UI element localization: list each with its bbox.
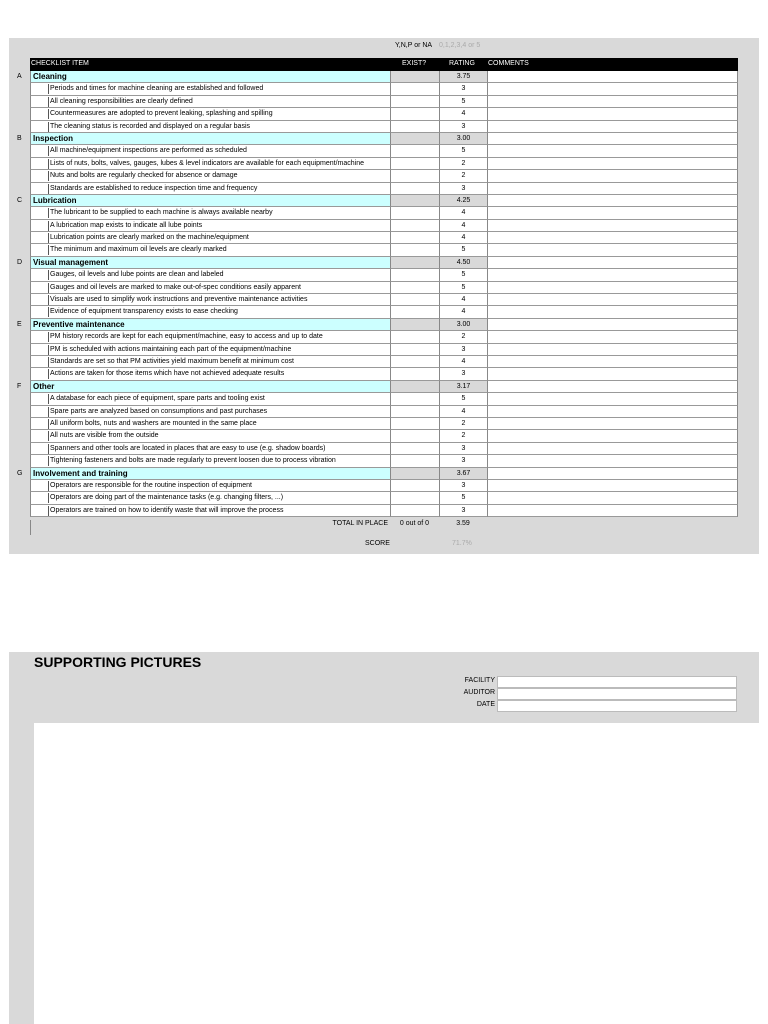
auditor-label: AUDITOR [463, 689, 495, 696]
item-cell [30, 145, 390, 157]
rating-cell[interactable]: 5 [439, 282, 487, 294]
exist-cell[interactable] [390, 282, 439, 294]
item-text: All nuts are visible from the outside [50, 432, 159, 440]
checklist-row [30, 331, 738, 343]
checklist-row [30, 145, 738, 157]
item-text: All machine/equipment inspections are performed as scheduled [50, 147, 247, 155]
comments-cell[interactable] [487, 158, 738, 170]
item-text: Tightening fasteners and bolts are made regularly to prevent loosen due to process vibration [50, 457, 336, 465]
checklist-row [30, 170, 738, 182]
exist-cell[interactable] [390, 83, 439, 95]
rating-cell[interactable]: 4 [439, 356, 487, 368]
total-rating: 3.59 [456, 520, 470, 528]
auditor-field[interactable] [497, 688, 737, 700]
section-title-cell [30, 71, 390, 83]
exist-cell[interactable] [390, 158, 439, 170]
section-title: Lubrication [33, 195, 77, 205]
rating-cell[interactable]: 3 [439, 183, 487, 195]
exist-cell[interactable] [390, 344, 439, 356]
rating-cell[interactable]: 4 [439, 306, 487, 318]
section-rating: 3.00 [439, 319, 487, 331]
item-cell [30, 443, 390, 455]
checklist-row [30, 121, 738, 133]
rating-cell[interactable]: 3 [439, 121, 487, 133]
section-rating: 3.75 [439, 71, 487, 83]
comments-cell[interactable] [487, 220, 738, 232]
section-rating: 3.67 [439, 468, 487, 480]
checklist-row [30, 183, 738, 195]
header-exist: EXIST? [402, 60, 427, 67]
comments-cell[interactable] [487, 269, 738, 281]
comments-cell[interactable] [487, 331, 738, 343]
section-title-cell [30, 319, 390, 331]
checklist-row [30, 207, 738, 219]
item-text: Standards are set so that PM activities yield maximum benefit at minimum cost [50, 357, 294, 365]
comments-cell[interactable] [487, 294, 738, 306]
section-exist-cell [390, 381, 439, 393]
section-title: Inspection [33, 133, 74, 143]
facility-label: FACILITY [464, 677, 495, 684]
section-exist-cell [390, 257, 439, 269]
total-row [30, 517, 738, 532]
item-text: Spanners and other tools are located in places that are easy to use (e.g. shadow boards) [50, 444, 326, 452]
checklist-row [30, 220, 738, 232]
item-text: The lubricant to be supplied to each machine is always available nearby [50, 209, 273, 217]
section-row [17, 71, 738, 83]
exist-cell[interactable] [390, 393, 439, 405]
section-title-cell [30, 381, 390, 393]
section-letter: E [17, 320, 22, 328]
section-letter: D [17, 258, 23, 266]
header-item: CHECKLIST ITEM [31, 60, 89, 67]
section-exist-cell [390, 319, 439, 331]
exist-cell[interactable] [390, 368, 439, 380]
item-text: The minimum and maximum oil levels are clearly marked [50, 246, 227, 254]
section-comments-cell [487, 468, 738, 480]
section-letter: B [17, 134, 22, 142]
section-comments-cell [487, 257, 738, 269]
comments-cell[interactable] [487, 368, 738, 380]
item-cell [30, 406, 390, 418]
facility-field[interactable] [497, 676, 737, 688]
item-cell [30, 430, 390, 442]
checklist-row [30, 108, 738, 120]
section-row [17, 319, 738, 331]
item-cell [30, 480, 390, 492]
comments-cell[interactable] [487, 393, 738, 405]
rating-cell[interactable]: 3 [439, 455, 487, 467]
item-text: The cleaning status is recorded and displayed on a regular basis [50, 122, 251, 130]
comments-cell[interactable] [487, 492, 738, 504]
exist-cell[interactable] [390, 121, 439, 133]
comments-cell[interactable] [487, 418, 738, 430]
item-cell [30, 344, 390, 356]
rating-cell[interactable]: 4 [439, 207, 487, 219]
date-label: DATE [476, 701, 495, 708]
item-text: Periods and times for machine cleaning are established and followed [50, 85, 264, 93]
item-text: Evidence of equipment transparency exists to ease checking [50, 308, 238, 316]
item-cell [30, 331, 390, 343]
section-exist-cell [390, 133, 439, 145]
item-cell [30, 368, 390, 380]
exist-cell[interactable] [390, 505, 439, 517]
comments-cell[interactable] [487, 443, 738, 455]
item-cell [30, 183, 390, 195]
comments-cell[interactable] [487, 406, 738, 418]
comments-cell[interactable] [487, 306, 738, 318]
exist-cell[interactable] [390, 232, 439, 244]
section-rating: 3.00 [439, 133, 487, 145]
item-text: Countermeasures are adopted to prevent leaking, splashing and spilling [50, 110, 273, 118]
exist-cell[interactable] [390, 430, 439, 442]
checklist-row [30, 430, 738, 442]
checklist-row [30, 269, 738, 281]
checklist-row [30, 406, 738, 418]
item-cell [30, 96, 390, 108]
rating-cell[interactable]: 2 [439, 158, 487, 170]
section-rating: 4.50 [439, 257, 487, 269]
item-cell [30, 83, 390, 95]
section-title: Visual management [33, 257, 108, 267]
item-cell [30, 232, 390, 244]
checklist-row [30, 505, 738, 517]
section-comments-cell [487, 71, 738, 83]
item-text: All cleaning responsibilities are clearly defined [50, 97, 193, 105]
section-title: Other [33, 381, 55, 391]
checklist-row [30, 294, 738, 306]
exist-cell[interactable] [390, 183, 439, 195]
checklist-row [30, 96, 738, 108]
rating-cell[interactable]: 2 [439, 331, 487, 343]
section-rating: 4.25 [439, 195, 487, 207]
supporting-pictures-title: SUPPORTING PICTURES [34, 654, 202, 670]
rating-cell[interactable]: 5 [439, 96, 487, 108]
exist-cell[interactable] [390, 306, 439, 318]
section-title: Involvement and training [33, 468, 128, 478]
checklist-row [30, 158, 738, 170]
item-cell [30, 393, 390, 405]
checklist-row [30, 244, 738, 256]
rating-cell[interactable]: 5 [439, 269, 487, 281]
item-text: A lubrication map exists to indicate all lube points [50, 221, 203, 229]
item-cell [30, 492, 390, 504]
checklist-row [30, 344, 738, 356]
rating-cell[interactable]: 4 [439, 220, 487, 232]
exist-cell[interactable] [390, 244, 439, 256]
item-text: Spare parts are analyzed based on consumptions and past purchases [50, 407, 268, 415]
item-cell [30, 505, 390, 517]
section-row [17, 133, 738, 145]
checklist-row [30, 306, 738, 318]
section-row [17, 195, 738, 207]
checklist-row [30, 282, 738, 294]
exist-cell[interactable] [390, 294, 439, 306]
rating-cell[interactable]: 2 [439, 418, 487, 430]
item-cell [30, 269, 390, 281]
section-title-cell [30, 257, 390, 269]
rating-cell[interactable]: 2 [439, 430, 487, 442]
exist-cell[interactable] [390, 96, 439, 108]
rating-cell[interactable]: 3 [439, 83, 487, 95]
comments-cell[interactable] [487, 96, 738, 108]
item-cell [30, 455, 390, 467]
item-cell [30, 244, 390, 256]
exist-cell[interactable] [390, 207, 439, 219]
rating-cell[interactable]: 3 [439, 505, 487, 517]
item-text: Actions are taken for those items which have not achieved adequate results [50, 370, 285, 378]
item-text: Gauges and oil levels are marked to make out-of-spec conditions easily apparent [50, 283, 301, 291]
section-row [17, 257, 738, 269]
item-cell [30, 121, 390, 133]
checklist-row [30, 368, 738, 380]
item-text: Operators are trained on how to identify waste that will improve the process [50, 506, 284, 514]
item-text: Standards are established to reduce inspection time and frequency [50, 184, 258, 192]
exist-cell[interactable] [390, 455, 439, 467]
checklist-row [30, 232, 738, 244]
item-cell [30, 356, 390, 368]
item-text: Lubrication points are clearly marked on the machine/equipment [50, 234, 249, 242]
header-rating: RATING [449, 60, 475, 67]
rating-cell[interactable]: 2 [439, 170, 487, 182]
comments-cell[interactable] [487, 121, 738, 133]
exist-cell[interactable] [390, 145, 439, 157]
section-letter: F [17, 382, 22, 390]
section-title-cell [30, 133, 390, 145]
rating-cell[interactable]: 5 [439, 393, 487, 405]
score-label: SCORE [365, 540, 390, 547]
comments-cell[interactable] [487, 430, 738, 442]
table-header [30, 58, 738, 71]
exist-hint: Y,N,P or NA [395, 42, 433, 49]
comments-cell[interactable] [487, 232, 738, 244]
section-row [17, 381, 738, 393]
comments-cell[interactable] [487, 207, 738, 219]
item-cell [30, 294, 390, 306]
exist-cell[interactable] [390, 492, 439, 504]
comments-cell[interactable] [487, 244, 738, 256]
exist-cell[interactable] [390, 331, 439, 343]
section-letter: G [17, 469, 23, 477]
checklist-row [30, 393, 738, 405]
section-rating: 3.17 [439, 381, 487, 393]
item-cell [30, 220, 390, 232]
section-comments-cell [487, 381, 738, 393]
section-title: Preventive maintenance [33, 319, 125, 329]
rating-cell[interactable]: 3 [439, 368, 487, 380]
checklist-row [30, 418, 738, 430]
item-text: Operators are doing part of the maintenance tasks (e.g. changing filters, ...) [50, 494, 284, 502]
item-cell [30, 108, 390, 120]
header-comments: COMMENTS [488, 60, 529, 67]
comments-cell[interactable] [487, 83, 738, 95]
exist-cell[interactable] [390, 443, 439, 455]
item-cell [30, 282, 390, 294]
rating-cell[interactable]: 4 [439, 406, 487, 418]
rating-cell[interactable]: 5 [439, 492, 487, 504]
checklist-row [30, 83, 738, 95]
checklist-row [30, 455, 738, 467]
comments-cell[interactable] [487, 505, 738, 517]
item-text: Operators are responsible for the routine inspection of equipment [50, 481, 252, 489]
section-title-cell [30, 468, 390, 480]
total-label: TOTAL IN PLACE [30, 520, 390, 535]
rating-cell[interactable]: 4 [439, 232, 487, 244]
section-comments-cell [487, 195, 738, 207]
exist-cell[interactable] [390, 406, 439, 418]
rating-cell[interactable]: 4 [439, 294, 487, 306]
checklist-row [30, 356, 738, 368]
comments-cell[interactable] [487, 170, 738, 182]
item-cell [30, 207, 390, 219]
exist-cell[interactable] [390, 220, 439, 232]
exist-cell[interactable] [390, 480, 439, 492]
comments-cell[interactable] [487, 356, 738, 368]
score-value: 71.7% [452, 540, 472, 547]
item-text: PM is scheduled with actions maintaining each part of the equipment/machine [50, 345, 292, 353]
total-exist: 0 out of 0 [399, 520, 430, 528]
section-title-cell [30, 195, 390, 207]
section-letter: A [17, 73, 22, 80]
item-text: Nuts and bolts are regularly checked for absence or damage [50, 172, 238, 180]
section-comments-cell [487, 319, 738, 331]
item-text: Gauges, oil levels and lube points are clean and labeled [50, 271, 224, 279]
item-cell [30, 158, 390, 170]
section-row [17, 468, 738, 480]
exist-cell[interactable] [390, 418, 439, 430]
rating-cell[interactable]: 3 [439, 443, 487, 455]
comments-cell[interactable] [487, 455, 738, 467]
rating-cell[interactable]: 3 [439, 480, 487, 492]
item-text: Lists of nuts, bolts, valves, gauges, lubes & level indicators are available for each equipment/machine [50, 159, 365, 167]
comments-cell[interactable] [487, 282, 738, 294]
section-exist-cell [390, 71, 439, 83]
comments-cell[interactable] [487, 183, 738, 195]
item-cell [30, 170, 390, 182]
item-cell [30, 306, 390, 318]
date-field[interactable] [497, 700, 737, 712]
item-text: PM history records are kept for each equipment/machine, easy to access and up to date [50, 333, 323, 341]
comments-cell[interactable] [487, 344, 738, 356]
item-text: All uniform bolts, nuts and washers are mounted in the same place [50, 419, 257, 427]
section-exist-cell [390, 195, 439, 207]
exist-cell[interactable] [390, 269, 439, 281]
item-text: Visuals are used to simplify work instructions and preventive maintenance activities [50, 296, 308, 304]
rating-cell[interactable]: 3 [439, 344, 487, 356]
section-letter: C [17, 196, 23, 204]
comments-cell[interactable] [487, 145, 738, 157]
section-exist-cell [390, 468, 439, 480]
rating-cell[interactable]: 5 [439, 145, 487, 157]
checklist-row [30, 480, 738, 492]
comments-cell[interactable] [487, 108, 738, 120]
comments-cell[interactable] [487, 480, 738, 492]
rating-hint: 0,1,2,3,4 or 5 [439, 42, 481, 49]
item-text: A database for each piece of equipment, spare parts and tooling exist [50, 395, 265, 403]
exist-cell[interactable] [390, 356, 439, 368]
rating-cell[interactable]: 5 [439, 244, 487, 256]
checklist-row [30, 492, 738, 504]
pictures-area[interactable] [34, 723, 759, 1024]
checklist-row [30, 443, 738, 455]
section-title: Cleaning [33, 72, 67, 81]
exist-cell[interactable] [390, 170, 439, 182]
section-comments-cell [487, 133, 738, 145]
checklist-table [17, 71, 738, 532]
rating-cell[interactable]: 4 [439, 108, 487, 120]
exist-cell[interactable] [390, 108, 439, 120]
item-cell [30, 418, 390, 430]
